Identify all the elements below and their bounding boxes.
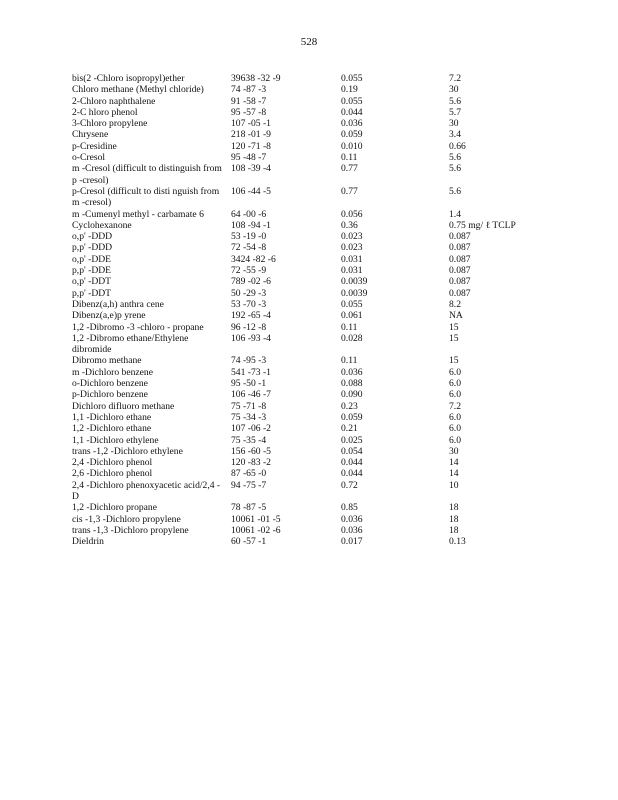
nonwastewater-standard: 10: [449, 479, 459, 491]
table-row: [72, 84, 572, 95]
wastewater-standard: 0.85: [341, 502, 358, 514]
wastewater-standard: 0.77: [341, 185, 358, 197]
cas-number: 156 -60 -5: [231, 445, 271, 457]
cas-number: 192 -65 -4: [231, 310, 271, 322]
nonwastewater-standard: 5.7: [449, 106, 461, 118]
compound-name: m -Cresol (difficult to distinguish from p -cresol): [72, 163, 222, 186]
nonwastewater-standard: 0.087: [449, 265, 471, 277]
cas-number: 10061 -02 -6: [231, 524, 281, 536]
table-row: [72, 288, 572, 299]
table-row: [72, 209, 572, 220]
wastewater-standard: 0.010: [341, 140, 363, 152]
table-row: [72, 141, 572, 152]
cas-number: 74 -95 -3: [231, 355, 267, 367]
compound-name: o-Dichloro benzene: [72, 378, 148, 390]
table-row: [72, 310, 572, 321]
wastewater-standard: 0.036: [341, 366, 363, 378]
wastewater-standard: 0.017: [341, 536, 363, 548]
compound-name: p,p' -DDE: [72, 265, 112, 277]
wastewater-standard: 0.0039: [341, 276, 368, 288]
table-row: [72, 299, 572, 310]
compound-name: p-Dichloro benzene: [72, 389, 148, 401]
table-row: [72, 536, 572, 547]
compound-name: Dibenz(a,e)p yrene: [72, 310, 146, 322]
nonwastewater-standard: 8.2: [449, 298, 461, 310]
wastewater-standard: 0.023: [341, 231, 363, 243]
compound-name: Dichloro difluoro methane: [72, 400, 175, 412]
nonwastewater-standard: 0.087: [449, 231, 471, 243]
table-row: [72, 446, 572, 457]
cas-number: 120 -83 -2: [231, 457, 271, 469]
nonwastewater-standard: 15: [449, 321, 459, 333]
compound-name: p,p' -DDD: [72, 242, 113, 254]
wastewater-standard: 0.044: [341, 468, 363, 480]
cas-number: 106 -93 -4: [231, 332, 271, 344]
table-row: [72, 242, 572, 253]
compound-name: o-Cresol: [72, 152, 106, 164]
nonwastewater-standard: 14: [449, 457, 459, 469]
wastewater-standard: 0.031: [341, 253, 363, 265]
wastewater-standard: 0.055: [341, 298, 363, 310]
nonwastewater-standard: 0.13: [449, 536, 466, 548]
nonwastewater-standard: 14: [449, 468, 459, 480]
cas-number: 87 -65 -0: [231, 468, 267, 480]
compound-name: 2,4 -Dichloro phenoxyacetic acid/2,4 -D: [72, 479, 221, 502]
compound-name: 1,2 -Dibromo -3 -chloro - propane: [72, 321, 204, 333]
cas-number: 64 -00 -6: [231, 208, 267, 220]
table-row: [72, 163, 572, 186]
nonwastewater-standard: 7.2: [449, 400, 461, 412]
page-number: 528: [300, 36, 318, 48]
nonwastewater-standard: 6.0: [449, 411, 461, 423]
wastewater-standard: 0.11: [341, 152, 358, 164]
compound-name: trans -1,3 -Dichloro propylene: [72, 524, 189, 536]
cas-number: 541 -73 -1: [231, 366, 271, 378]
nonwastewater-standard: 5.6: [449, 185, 461, 197]
table-row: [72, 186, 572, 209]
table-row: [72, 231, 572, 242]
nonwastewater-standard: 6.0: [449, 434, 461, 446]
nonwastewater-standard: 15: [449, 332, 459, 344]
nonwastewater-standard: 0.087: [449, 242, 471, 254]
table-row: [72, 254, 572, 265]
cas-number: 75 -34 -3: [231, 411, 267, 423]
table-row: [72, 118, 572, 129]
wastewater-standard: 0.77: [341, 163, 358, 175]
compound-name: 2-C hloro phenol: [72, 106, 138, 118]
cas-number: 60 -57 -1: [231, 536, 267, 548]
compound-name: 2,4 -Dichloro phenol: [72, 457, 153, 469]
cas-number: 95 -57 -8: [231, 106, 267, 118]
cas-number: 120 -71 -8: [231, 140, 271, 152]
compound-name: 1,2 -Dichloro ethane: [72, 423, 152, 435]
cas-number: 106 -46 -7: [231, 389, 271, 401]
nonwastewater-standard: 6.0: [449, 389, 461, 401]
wastewater-standard: 0.044: [341, 106, 363, 118]
nonwastewater-standard: 0.087: [449, 253, 471, 265]
nonwastewater-standard: 30: [449, 445, 459, 457]
wastewater-standard: 0.11: [341, 321, 358, 333]
compound-name: Chloro methane (Methyl chloride): [72, 84, 204, 96]
cas-number: 789 -02 -6: [231, 276, 271, 288]
compound-name: 2,6 -Dichloro phenol: [72, 468, 153, 480]
nonwastewater-standard: 0.66: [449, 140, 466, 152]
compound-name: m -Cumenyl methyl - carbamate 6: [72, 208, 204, 220]
table-row: [72, 435, 572, 446]
chemical-table: [72, 73, 572, 547]
nonwastewater-standard: 5.6: [449, 95, 461, 107]
nonwastewater-standard: 18: [449, 502, 459, 514]
wastewater-standard: 0.088: [341, 378, 363, 390]
wastewater-standard: 0.0039: [341, 287, 368, 299]
wastewater-standard: 0.054: [341, 445, 363, 457]
wastewater-standard: 0.72: [341, 479, 358, 491]
table-row: [72, 423, 572, 434]
cas-number: 10061 -01 -5: [231, 513, 281, 525]
wastewater-standard: 0.036: [341, 513, 363, 525]
cas-number: 108 -94 -1: [231, 219, 271, 231]
cas-number: 94 -75 -7: [231, 479, 267, 491]
wastewater-standard: 0.036: [341, 118, 363, 130]
wastewater-standard: 0.036: [341, 524, 363, 536]
table-row: [72, 107, 572, 118]
compound-name: 1,1 -Dichloro ethylene: [72, 434, 159, 446]
table-row: [72, 502, 572, 513]
compound-name: p,p' -DDT: [72, 287, 112, 299]
cas-number: 3424 -82 -6: [231, 253, 276, 265]
cas-number: 53 -70 -3: [231, 298, 267, 310]
wastewater-standard: 0.055: [341, 95, 363, 107]
wastewater-standard: 0.059: [341, 129, 363, 141]
table-row: [72, 468, 572, 479]
cas-number: 74 -87 -3: [231, 84, 267, 96]
compound-name: Chrysene: [72, 129, 109, 141]
cas-number: 53 -19 -0: [231, 231, 267, 243]
table-row: [72, 378, 572, 389]
table-row: [72, 73, 572, 84]
wastewater-standard: 0.023: [341, 242, 363, 254]
compound-name: 3-Chloro propylene: [72, 118, 148, 130]
wastewater-standard: 0.025: [341, 434, 363, 446]
wastewater-standard: 0.059: [341, 411, 363, 423]
cas-number: 78 -87 -5: [231, 502, 267, 514]
nonwastewater-standard: 18: [449, 513, 459, 525]
nonwastewater-standard: 0.087: [449, 276, 471, 288]
nonwastewater-standard: 7.2: [449, 73, 461, 84]
wastewater-standard: 0.11: [341, 355, 358, 367]
table-row: [72, 355, 572, 366]
cas-number: 95 -50 -1: [231, 378, 267, 390]
table-row: [72, 457, 572, 468]
cas-number: 107 -06 -2: [231, 423, 271, 435]
nonwastewater-standard: 0.087: [449, 287, 471, 299]
cas-number: 72 -55 -9: [231, 265, 267, 277]
cas-number: 96 -12 -8: [231, 321, 267, 333]
table-row: [72, 96, 572, 107]
table-row: [72, 276, 572, 287]
compound-name: o,p' -DDE: [72, 253, 112, 265]
nonwastewater-standard: 15: [449, 355, 459, 367]
compound-name: 1,2 -Dichloro propane: [72, 502, 157, 514]
wastewater-standard: 0.055: [341, 73, 363, 84]
compound-name: cis -1,3 -Dichloro propylene: [72, 513, 181, 525]
table-row: [72, 322, 572, 333]
table-row: [72, 514, 572, 525]
wastewater-standard: 0.090: [341, 389, 363, 401]
nonwastewater-standard: 5.6: [449, 163, 461, 175]
table-row: [72, 401, 572, 412]
compound-name: 2-Chloro naphthalene: [72, 95, 156, 107]
wastewater-standard: 0.21: [341, 423, 358, 435]
wastewater-standard: 0.36: [341, 219, 358, 231]
cas-number: 91 -58 -7: [231, 95, 267, 107]
compound-name: o,p' -DDT: [72, 276, 112, 288]
cas-number: 75 -35 -4: [231, 434, 267, 446]
table-row: [72, 389, 572, 400]
table-row: [72, 265, 572, 276]
cas-number: 75 -71 -8: [231, 400, 267, 412]
nonwastewater-standard: 3.4: [449, 129, 461, 141]
nonwastewater-standard: 1.4: [449, 208, 461, 220]
compound-name: o,p' -DDD: [72, 231, 113, 243]
wastewater-standard: 0.056: [341, 208, 363, 220]
table-row: [72, 480, 572, 503]
cas-number: 108 -39 -4: [231, 163, 271, 175]
compound-name: p-Cresol (difficult to disti nguish from m -cresol): [72, 185, 220, 209]
table-row: [72, 152, 572, 163]
cas-number: 72 -54 -8: [231, 242, 267, 254]
wastewater-standard: 0.044: [341, 457, 363, 469]
nonwastewater-standard: 6.0: [449, 423, 461, 435]
table-row: [72, 412, 572, 423]
table-row: [72, 367, 572, 378]
compound-name: Dieldrin: [72, 536, 104, 548]
nonwastewater-standard: 6.0: [449, 366, 461, 378]
compound-name: m -Dichloro benzene: [72, 366, 153, 378]
nonwastewater-standard: NA: [449, 310, 463, 322]
table-row: [72, 333, 572, 356]
nonwastewater-standard: 5.6: [449, 152, 461, 164]
wastewater-standard: 0.23: [341, 400, 358, 412]
nonwastewater-standard: 6.0: [449, 378, 461, 390]
cas-number: 107 -05 -1: [231, 118, 271, 130]
cas-number: 50 -29 -3: [231, 287, 267, 299]
cas-number: 95 -48 -7: [231, 152, 267, 164]
wastewater-standard: 0.19: [341, 84, 358, 96]
nonwastewater-standard: 30: [449, 118, 459, 130]
cas-number: 39638 -32 -9: [231, 73, 281, 84]
compound-name: Cyclohexanone: [72, 219, 132, 231]
compound-name: Dibenz(a,h) anthra cene: [72, 298, 164, 310]
compound-name: Dibromo methane: [72, 355, 142, 367]
compound-name: bis(2 -Chloro isopropyl)ether: [72, 73, 185, 84]
nonwastewater-standard: 30: [449, 84, 459, 96]
nonwastewater-standard: 18: [449, 524, 459, 536]
nonwastewater-standard: 0.75 mg/ ℓ TCLP: [449, 219, 516, 231]
compound-name: 1,2 -Dibromo ethane/Ethylene dibromide: [72, 332, 189, 356]
cas-number: 218 -01 -9: [231, 129, 271, 141]
wastewater-standard: 0.031: [341, 265, 363, 277]
table-row: [72, 525, 572, 536]
wastewater-standard: 0.028: [341, 332, 363, 344]
compound-name: trans -1,2 -Dichloro ethylene: [72, 445, 183, 457]
compound-name: 1,1 -Dichloro ethane: [72, 411, 152, 423]
cas-number: 106 -44 -5: [231, 185, 271, 197]
table-row: [72, 220, 572, 231]
wastewater-standard: 0.061: [341, 310, 363, 322]
compound-name: p-Cresidine: [72, 140, 117, 152]
table-row: [72, 129, 572, 140]
